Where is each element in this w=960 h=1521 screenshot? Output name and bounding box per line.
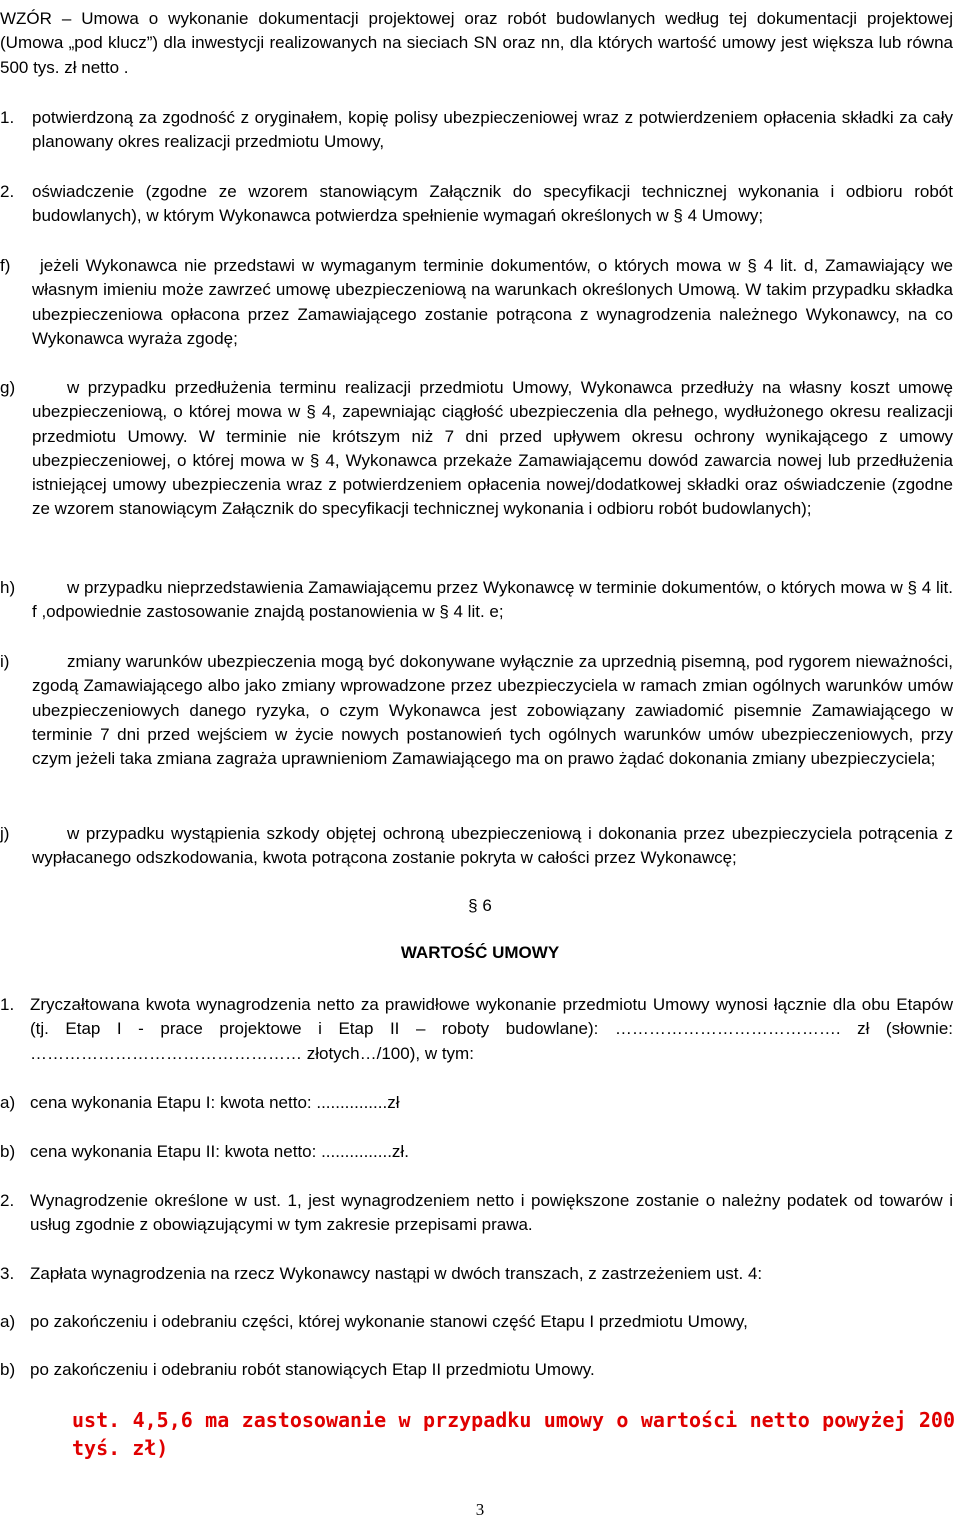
letter-item-marker: h) [0,578,16,597]
numbered-item-marker: 1. [0,108,15,127]
page-number: 3 [475,1500,485,1519]
clause-3b [0,1358,953,1382]
letter-item-marker: i) [0,652,10,671]
clause-text: Zryczałtowana kwota wynagrodzenia netto za prawidłowe wykonanie przedmiotu Umowy wynosi łącznie dla obu Etapów (tj. Etap I - prace projektowe i Etap II – roboty budowlane): …………………………………. zł (słownie: ………………………………………… złotych…/100), w tym: [30,995,953,1063]
letter-item-text: w przypadku nieprzedstawienia Zamawiającemu przez Wykonawcę w terminie dokumentów, o których mowa w § 4 lit. f ,odpowiednie zastosowanie znajdą postanowienia w § 4 lit. e; [32,578,953,622]
clause-marker: 3. [0,1264,15,1283]
numbered-item-2 [0,180,953,229]
heading-prefix: WZÓR [0,9,52,28]
letter-item-marker: f) [0,256,11,275]
letter-item-text: w przypadku przedłużenia terminu realizacji przedmiotu Umowy, Wykonawca przedłuży na własny koszt umowę ubezpieczeniową, o której mowa w § 4, zapewniając ciągłość ubezpieczenia dla pełnego, wydłużonego okresu realizacji przedmiotu Umowy. W terminie nie krótszym niż 7 dni przed upływem okresu ochrony wynikającego z umowy ubezpieczeniowej, o której mowa w § 4, Wykonawca przekaże Zamawiającemu dowód zawarcia nowej lub przedłużenia istniejącej umowy ubezpieczenia wraz z potwierdzeniem opłacenia nowej/dodatkowej składki oraz oświadczenie (zgodne ze wzorem stanowiącym Załącznik do specyfikacji technicznej wykonania i odbioru robót budowlanych); [32,378,953,519]
clause-text: po zakończeniu i odebraniu robót stanowiących Etap II przedmiotu Umowy. [30,1360,595,1379]
clause-marker: a) [0,1093,16,1112]
clause-marker: 2. [0,1191,15,1210]
clause-3a [0,1310,953,1334]
letter-item-marker: g) [0,378,16,397]
letter-item-g [0,376,953,522]
clause-text: po zakończeniu i odebraniu części, której wykonanie stanowi część Etapu I przedmiotu Umowy, [30,1312,748,1331]
letter-item-text: zmiany warunków ubezpieczenia mogą być dokonywane wyłącznie za uprzednią pisemną, pod rygorem nieważności, zgodą Zamawiającego albo jako zmiany wprowadzone przez ubezpieczyciela w ramach zmian ogólnych warunków umów ubezpieczeniowych danego ryzyka, o czym Wykonawca jest zobowiązany zawiadomić pisemnie Zamawiającego w terminie 7 dni przed wejściem w życie nowych postanowień tych ogólnych warunków umów ubezpieczeniowych, przy czym jeżeli taka zmiana zagraża uprawnieniom Zamawiającego ma on prawo żądać dokonania zmiany ubezpieczyciela; [32,652,953,769]
clause-3 [0,1262,953,1286]
note-applicability: ust. 4,5,6 ma zastosowanie w przypadku umowy o wartości netto powyżej 200 tyś. zł) [72,1408,955,1460]
letter-item-text: w przypadku wystąpienia szkody objętej ochroną ubezpieczeniową i dokonania przez ubezpieczyciela potrącenia z wypłacanego odszkodowania, kwota potrącona zostanie pokryta w całości przez Wykonawcę; [32,824,953,868]
letter-item-text: jeżeli Wykonawca nie przedstawi w wymaganym terminie dokumentów, o których mowa w § 4 lit. d, Zamawiający we własnym imieniu może zawrzeć umowę ubezpieczeniową na warunkach określonych Umową. W takim przypadku składka ubezpieczeniowa opłacona przez Zamawiającego zostanie potrącona z wynagrodzenia należnego Wykonawcy, na co Wykonawca wyraża zgodę; [32,256,953,348]
letter-item-h [0,576,953,625]
clause-text: Zapłata wynagrodzenia na rzecz Wykonawcy nastąpi w dwóch transzach, z zastrzeżeniem ust. 4: [30,1264,763,1283]
section-symbol: § [468,896,478,915]
clause-1a [0,1091,953,1115]
numbered-item-marker: 2. [0,182,15,201]
letter-item-marker: j) [0,824,10,843]
clause-text: Wynagrodzenie określone w ust. 1, jest wynagrodzeniem netto i powiększone zostanie o należny podatek od towarów i usług zgodnie z obowiązującymi w tym zakresie przepisami prawa. [30,1191,953,1235]
letter-item-j [0,822,953,871]
section-title: WARTOŚĆ UMOWY [400,943,560,962]
clause-marker: 1. [0,995,15,1014]
clause-1 [0,993,953,1066]
letter-item-f [0,254,953,351]
section-number-value: 6 [482,896,492,915]
clause-marker: a) [0,1312,16,1331]
clause-text: cena wykonania Etapu II: kwota netto: ...............zł. [30,1142,409,1161]
document-heading [0,7,953,80]
section-number [0,896,960,916]
clause-marker: b) [0,1360,16,1379]
heading-text: – Umowa o wykonanie dokumentacji projektowej oraz robót budowlanych według tej dokumentacji projektowej (Umowa „pod klucz”) dla inwestycji realizowanych na sieciach SN oraz nn, dla których wartość umowy jest większa lub równa 500 tys. zł netto . [0,9,953,77]
numbered-item-1 [0,106,953,155]
letter-item-i [0,650,953,771]
numbered-item-text: potwierdzoną za zgodność z oryginałem, kopię polisy ubezpieczeniowej wraz z potwierdzeniem opłacenia składki za cały planowany okres realizacji przedmiotu Umowy, [32,108,953,152]
clause-2 [0,1189,953,1238]
clause-text: cena wykonania Etapu I: kwota netto: ...............zł [30,1093,400,1112]
clause-marker: b) [0,1142,16,1161]
numbered-item-text: oświadczenie (zgodne ze wzorem stanowiącym Załącznik do specyfikacji technicznej wykonania i odbioru robót budowlanych), w którym Wykonawca potwierdza spełnienie wymagań określonych w § 4 Umowy; [32,182,953,226]
clause-1b [0,1140,953,1164]
